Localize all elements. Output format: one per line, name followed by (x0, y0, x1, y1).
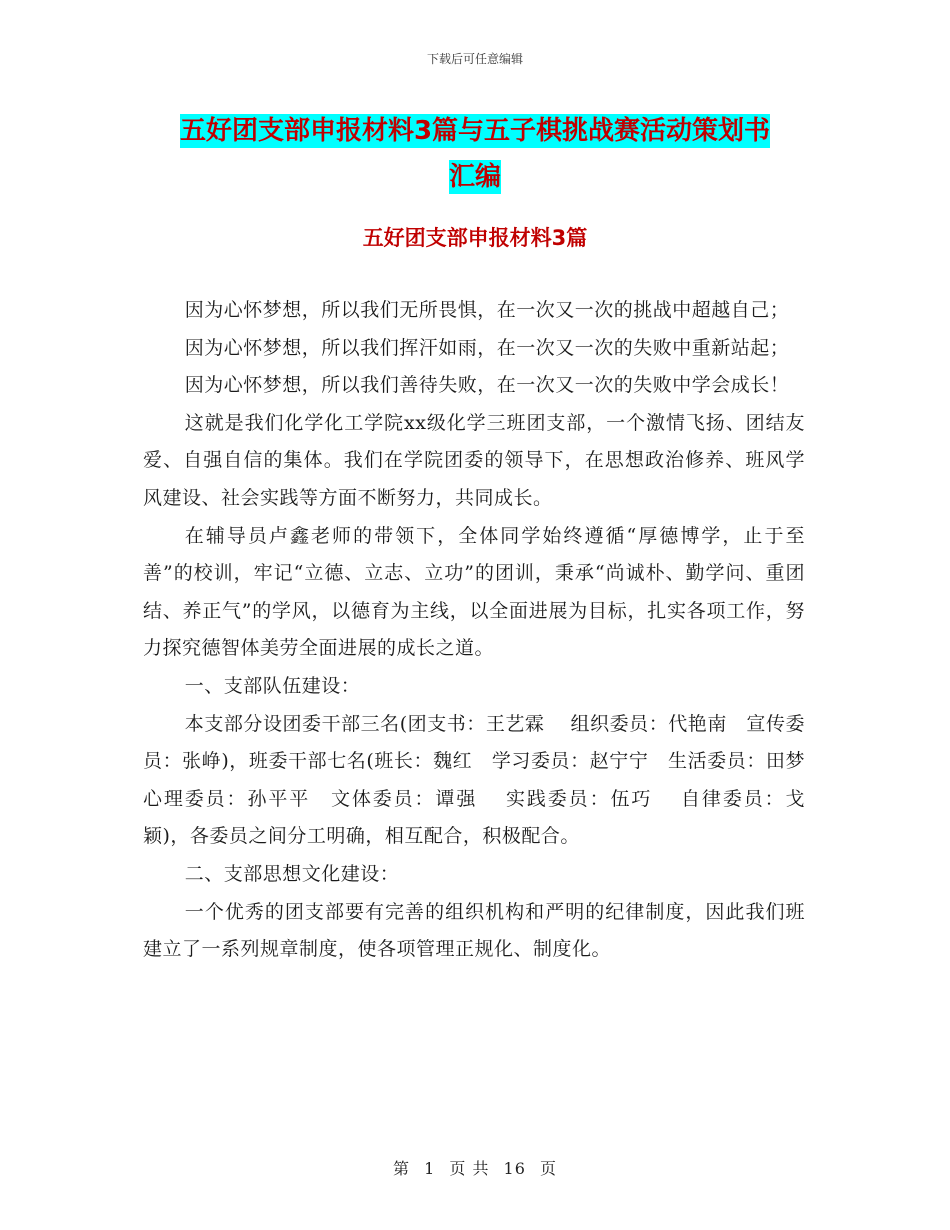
paragraph: 这就是我们化学化工学院xx级化学三班团支部，一个激情飞扬、团结友爱、自强自信的集体。我们在学院团委的领导下，在思想政治修养、班风学风建设、社会实践等方面不断努力，共同成长。 (143, 411, 805, 509)
footer-suffix: 页 (540, 1159, 558, 1178)
page-footer (0, 1156, 950, 1179)
footer-total-pages: 16 (503, 1159, 526, 1178)
footer-page-number: 1 (424, 1159, 436, 1178)
document-title (140, 108, 810, 200)
footer-prefix: 第 (392, 1159, 410, 1178)
heading-culture-building: 二、支部思想文化建设： (184, 862, 400, 885)
paragraph: 本支部分设团委干部三名(团支书：王艺霖 组织委员：代艳南 宣传委员：张峥)，班委干部七名(班长：魏红 学习委员：赵宁宁 生活委员：田梦 心理委员：孙平平 文体委员：谭强 实践委员：伍巧 自律委员：戈颖)，各委员之间分工明确，相互配合，积极配合。 (143, 712, 832, 848)
paragraph: 因为心怀梦想，所以我们挥汗如雨，在一次又一次的失败中重新站起； (184, 336, 790, 359)
paragraph: 一个优秀的团支部要有完善的组织机构和严明的纪律制度，因此我们班建立了一系列规章制度，使各项管理正规化、制度化。 (143, 900, 805, 961)
footer-middle: 页 共 (449, 1159, 490, 1178)
document-body (143, 292, 832, 969)
paragraph: 在辅导员卢鑫老师的带领下，全体同学始终遵循“厚德博学，止于至善”的校训，牢记“立德、立志、立功”的团训，秉承“尚诚朴、勤学问、重团结、养正气”的学风，以德育为主线，以全面进展为目标，扎实各项工作，努力探究德智体美劳全面进展的成长之道。 (143, 524, 805, 660)
section-title: 五好团支部申报材料3篇 (362, 226, 588, 250)
title-line-1: 五好团支部申报材料3篇与五子棋挑战赛活动策划书 (179, 116, 771, 146)
heading-team-building: 一、支部队伍建设： (184, 674, 361, 697)
paragraph: 因为心怀梦想，所以我们善待失败，在一次又一次的失败中学会成长！ (184, 374, 790, 397)
title-line-2: 汇编 (448, 162, 501, 192)
paragraph: 因为心怀梦想，所以我们无所畏惧，在一次又一次的挑战中超越自己； (184, 299, 790, 321)
header-note: 下载后可任意编辑 (426, 52, 523, 66)
